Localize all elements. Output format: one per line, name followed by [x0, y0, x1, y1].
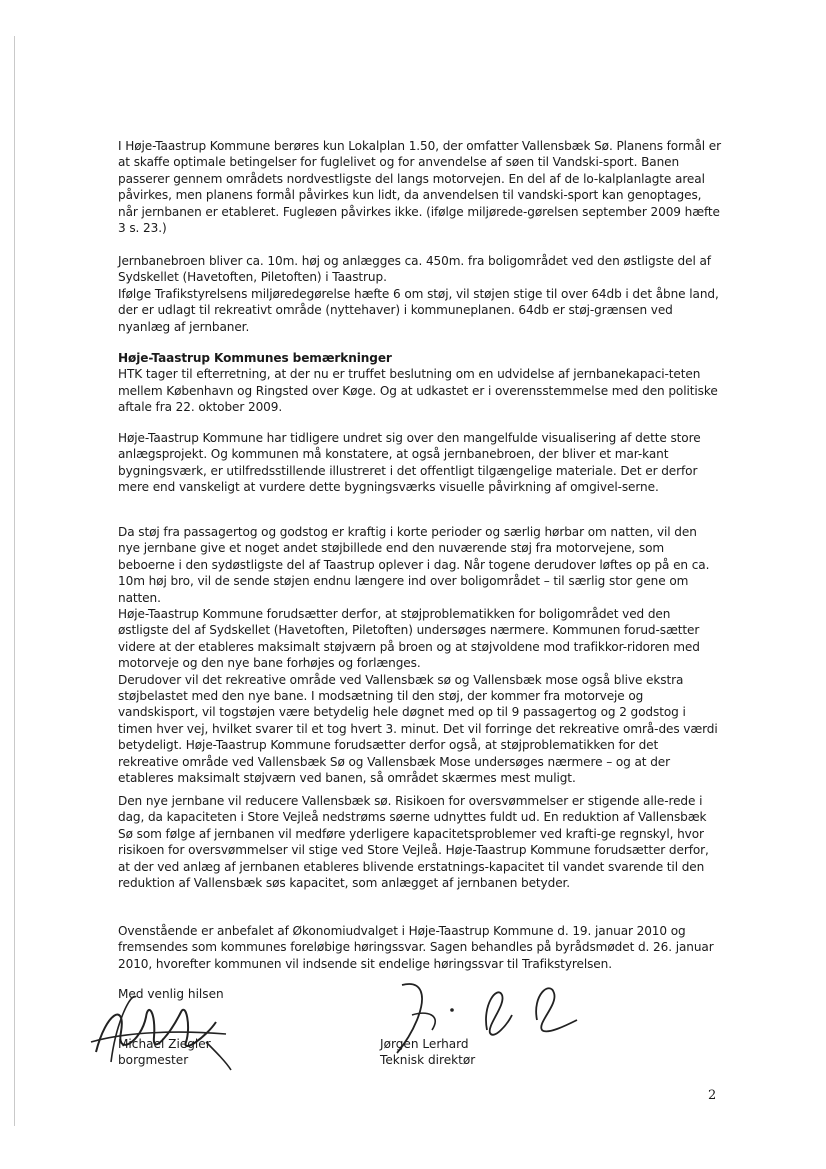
scan-edge-line — [14, 36, 15, 1126]
closing-greeting: Med venlig hilsen — [118, 987, 224, 1001]
signatory-mayor — [118, 1036, 211, 1069]
paragraph-oversvoemmelse — [118, 793, 722, 891]
signatory-name: Michael Ziegler — [118, 1037, 211, 1051]
paragraph-text: Den nye jernbane vil reducere Vallensbæk sø. Risikoen for oversvømmelser er stigende alle-rede i dag, da kapaciteten i Store Vejleå nedstrøms søerne udnyttes fuldt ud. En reduktion af Vallensbæk Sø som følge af jernbanen vil medføre yderligere kapacitetsproblemer ved krafti-ge regnskyl, hvor risikoen for oversvømmelser vil stige ved Store Vejleå. Høje-Taastrup Kommune forudsætter derfor, at der ved anlæg af jernbanen etableres blivende erstatnings-kapacitet til vandet svarende til den reduktion af Vallensbæk søs kapacitet, som anlægget af jernbanen betyder. — [118, 794, 709, 891]
paragraph-text: Jernbanebroen bliver ca. 10m. høj og anlægges ca. 450m. fra boligområdet ved den østligste del af Sydskellet (Havetoften, Piletoften) i Taastrup. — [118, 254, 711, 285]
paragraph-text: Ifølge Trafikstyrelsens miljøredegørelse hæfte 6 om støj, vil støjen stige til over 64db i det åbne land, der er udlagt til rekreativt område (nyttehaver) i kommuneplanen. 64db er støj-grænsen ved nyanlæg af jernbaner. — [118, 286, 719, 334]
paragraph-text: Høje-Taastrup Kommune forudsætter derfor, at støjproblematikken for boligområdet ved den østligste del af Sydskellet (Havetoften, Piletoften) undersøges nærmere. Kommunen forud-sætter videre at der etableres maksimalt støjværn på broen og at støjvoldene mod trafikkor-ridoren med motorveje og den nye bane forhøjes og forlænges. — [118, 607, 700, 671]
paragraph-text: Ovenstående er anbefalet af Økonomiudvalget i Høje-Taastrup Kommune d. 19. januar 2010 og fremsendes som kommunes foreløbige høringssvar. Sagen behandles på byrådsmødet d. 26. januar 2010, hvorefter kommunen vil indsende sit endelige høringssvar til Trafikstyrelsen. — [118, 924, 714, 971]
paragraph-visualisering — [118, 430, 722, 496]
paragraph-text: Da støj fra passagertog og godstog er kraftig i korte perioder og særlig hørbar om natten, vil den nye jernbane give et noget andet støjbillede end den nuværende støj fra motorvejene, som beboerne i den sydøstligste del af Taastrup oplever i dag. Når togene derudover løftes op på en ca. 10m høj bro, vil de sende støjen endnu længere ind over boligområdet – til særlig stor gene om natten. — [118, 525, 710, 605]
paragraph-jernbanebro — [118, 253, 722, 335]
paragraph-text: I Høje-Taastrup Kommune berøres kun Lokalplan 1.50, der omfatter Vallensbæk Sø. Planens formål er at skaffe optimale betingelser for fuglelivet og for anvendelse af søen til Vandski-sport. Banen passerer gennem områdets nordvestligste del langs motorvejen. En del af de lo-kalplanlagte areal påvirkes, men planens formål påvirkes kun lidt, da anvendelsen til vandski-sport kan genoptages, når jernbanen er etableret. Fugleøen påvirkes ikke. (ifølge miljørede-gørelsen september 2009 hæfte 3 s. 23.) — [118, 139, 721, 236]
signatory-director — [380, 1036, 475, 1069]
paragraph-text: Derudover vil det rekreative område ved Vallensbæk sø og Vallensbæk mose også blive ekstra støjbelastet med den nye bane. I modsætning til den støj, der kommer fra motorveje og vandskisport, vil togstøjen være betydelig hele døgnet med op til 9 passagertog og 2 godstog i timen hver vej, hvilket svarer til et tog hvert 3. minut. Det vil forringe det rekreative områ-des værdi betydeligt. Høje-Taastrup Kommune forudsætter derfor også, at støjproblematikken for det rekreative område ved Vallensbæk Sø og Vallensbæk Mose undersøges nærmere – og at der etableres maksimalt støjværn ved banen, så området skærmes mest muligt. — [118, 672, 718, 786]
paragraph-lokalplan — [118, 138, 722, 236]
signatory-title: Teknisk direktør — [380, 1053, 476, 1068]
paragraph-anbefaling — [118, 923, 722, 972]
paragraph-text: Høje-Taastrup Kommune har tidligere undret sig over den mangelfulde visualisering af dette store anlægsprojekt. Og kommunen må konstatere, at også jernbanebroen, der bliver et mar-kant bygningsværk, er utilfredsstillende illustreret i det offentligt tilgængelige materiale. Det er derfor mere end vanskeligt at vurdere dette bygningsværks visuelle påvirkning af omgivel-serne. — [118, 431, 701, 495]
signatory-name: Jørgen Lerhard — [380, 1037, 469, 1051]
section-heading: Høje-Taastrup Kommunes bemærkninger — [118, 351, 392, 365]
signatory-title: borgmester — [118, 1053, 189, 1068]
section-remarks — [118, 350, 722, 416]
page-number: 2 — [708, 1088, 717, 1103]
paragraph-text: HTK tager til efterretning, at der nu er truffet beslutning om en udvidelse af jernbanekapaci-teten mellem København og Ringsted over Køge. Og at udkastet er i overensstemmelse med den politiske aftale fra 22. oktober 2009. — [118, 367, 718, 415]
paragraph-stoej — [118, 524, 722, 787]
